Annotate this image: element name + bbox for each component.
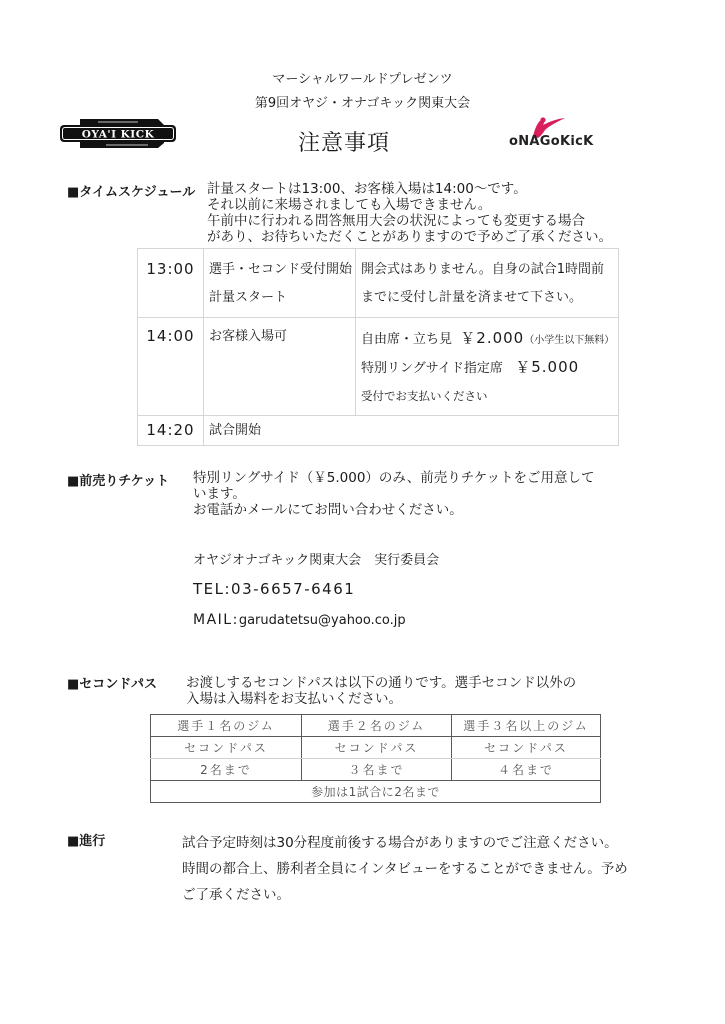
pass-header-row — [151, 715, 601, 737]
oyaji-kick-logo-icon — [58, 117, 178, 149]
pass-label-cell: セコンドパス — [452, 737, 601, 759]
pass-limit-cell: ３名まで — [302, 759, 452, 781]
pass-label-row — [151, 737, 601, 759]
schedule-row — [138, 249, 619, 318]
schedule-note — [356, 249, 619, 318]
presenter-line: マーシャルワールドプレゼンツ — [272, 72, 453, 87]
pass-footer-row — [151, 781, 601, 803]
second-pass-heading: ■セコンドパス — [67, 677, 158, 692]
free-seat-price: ￥2.000 — [460, 329, 525, 347]
phone-number: TEL:03-6657-6461 — [193, 580, 356, 598]
ringside-seat-price: ￥5.000 — [515, 358, 580, 376]
progress-line: 時間の都合上、勝利者全員にインタビューをすることができません。予め — [182, 861, 628, 877]
schedule-heading: ■タイムスケジュール — [67, 185, 196, 200]
ringside-seat-label: 特別リングサイド指定席 — [361, 361, 503, 376]
schedule-event — [204, 416, 619, 446]
free-seat-note: （小学生以下無料） — [524, 335, 615, 346]
event-line: 試合開始 — [209, 423, 262, 438]
presale-line: お電話かメールにてお問い合わせください。 — [193, 502, 463, 518]
schedule-intro-line: それ以前に来場されましても入場できません。 — [207, 197, 492, 213]
pass-limit-row — [151, 759, 601, 781]
schedule-row — [138, 416, 619, 446]
presale-line: います。 — [193, 486, 246, 502]
organizer-name: オヤジオナゴキック関東大会 実行委員会 — [193, 553, 440, 568]
second-pass-line: 入場は入場料をお支払いください。 — [186, 691, 402, 707]
event-line: 選手・セコンド受付開始 — [209, 262, 353, 277]
schedule-event — [204, 318, 356, 416]
oyaji-kick-logo — [58, 117, 178, 149]
pass-label-cell: セコンドパス — [151, 737, 302, 759]
progress-line: ご了承ください。 — [182, 887, 290, 903]
pass-label-cell: セコンドパス — [302, 737, 452, 759]
free-seat-label: 自由席・立ち見 — [361, 332, 453, 347]
page-title: 注意事項 — [298, 131, 391, 156]
second-pass-text — [186, 675, 576, 707]
pass-header-cell: 選手３名以上のジム — [452, 715, 601, 737]
presale-line: 特別リングサイド（￥5.000）のみ、前売りチケットをご用意して — [193, 470, 595, 486]
note-line — [361, 352, 618, 382]
progress-heading: ■進行 — [67, 834, 106, 849]
progress-text — [182, 830, 628, 908]
note-line — [361, 324, 618, 352]
second-pass-table — [150, 714, 601, 803]
pass-footer-cell: 参加は1試合に2名まで — [151, 781, 601, 803]
schedule-intro — [207, 181, 612, 245]
schedule-event — [204, 249, 356, 318]
schedule-intro-line: があり、お待ちいただくことがありますので予めご了承ください。 — [207, 229, 612, 245]
email-line — [193, 612, 406, 628]
onago-kick-logo — [505, 116, 617, 150]
time-value: 14:20 — [146, 421, 195, 439]
svg-text:OYA'I KICK: OYA'I KICK — [81, 128, 155, 141]
presale-heading: ■前売りチケット — [67, 474, 170, 489]
pass-header-cell: 選手１名のジム — [151, 715, 302, 737]
time-value: 14:00 — [146, 327, 195, 345]
progress-line: 試合予定時刻は30分程度前後する場合がありますのでご注意ください。 — [182, 835, 618, 851]
schedule-time — [138, 249, 204, 318]
schedule-time — [138, 318, 204, 416]
schedule-table — [137, 248, 619, 446]
pass-limit-cell: ４名まで — [452, 759, 601, 781]
second-pass-line: お渡しするセコンドパスは以下の通りです。選手セコンド以外の — [186, 675, 577, 691]
note-line: までに受付し計量を済ませて下さい。 — [361, 290, 583, 305]
note-line: 受付でお支払いください — [361, 389, 488, 403]
schedule-intro-line: 計量スタートは13:00、お客様入場は14:00～です。 — [207, 181, 527, 197]
event-name: 第9回オヤジ・オナゴキック関東大会 — [254, 96, 471, 111]
time-value: 13:00 — [146, 260, 195, 278]
onago-kick-logo-icon — [505, 116, 617, 150]
presale-text — [193, 470, 595, 518]
note-line: 開会式はありません。自身の試合1時間前 — [361, 262, 605, 277]
event-line: 計量スタート — [209, 290, 288, 305]
schedule-row — [138, 318, 619, 416]
pass-header-cell: 選手２名のジム — [302, 715, 452, 737]
event-line: お客様入場可 — [209, 329, 288, 344]
email-label: MAIL: — [193, 612, 239, 628]
schedule-intro-line: 午前中に行われる問答無用大会の状況によっても変更する場合 — [207, 213, 585, 229]
svg-text:oNAGoKicK: oNAGoKicK — [509, 134, 594, 149]
pass-limit-cell: 2名まで — [151, 759, 302, 781]
email-address-link[interactable]: garudatetsu@yahoo.co.jp — [238, 613, 406, 628]
schedule-note — [356, 318, 619, 416]
schedule-time — [138, 416, 204, 446]
